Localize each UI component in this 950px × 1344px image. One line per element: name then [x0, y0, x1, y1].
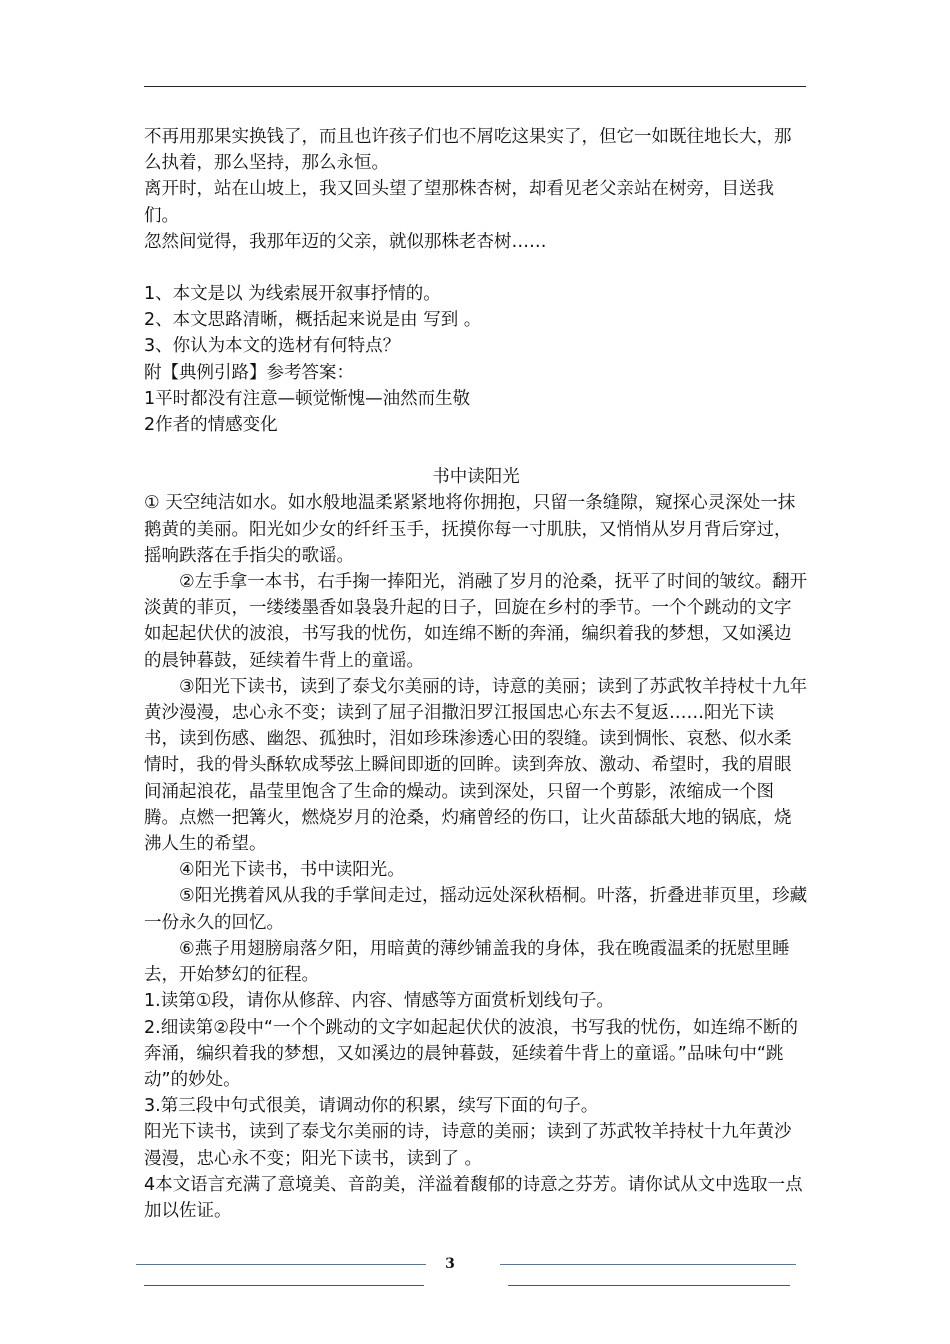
document-body: [144, 124, 808, 1224]
answer-line: 1平时都没有注意—顿觉惭愧—油然而生敬: [144, 388, 471, 409]
answer-line: 2作者的情感变化: [144, 415, 278, 436]
footer-rule-left-bottom: [144, 1285, 424, 1286]
article-paragraph-3: ③阳光下读书，读到了泰戈尔美丽的诗，诗意的美丽；读到了苏武牧羊持杖十九年黄沙漫漫，忠心永不变；读到了屈子泪撒汨罗江报国忠心东去不复返……阳光下读书，读到伤感、幽怨、孤独时，泪如珍珠渗透心田的裂缝。读到惆怅、哀愁、似水柔情时，我的骨头酥软成琴弦上瞬间即逝的回眸。读到奔放、激动、希望时，我的眉眼间涌起浪花，晶莹里饱含了生命的燥动。读到深处，只留一个剪影，浓缩成一个图腾。点燃一把篝火，燃烧岁月的沧桑，灼痛曾经的伤口，让火苗舔舐大地的锅底，烧沸人生的希望。: [144, 676, 808, 855]
answer-heading: 附【典例引路】参考答案：: [144, 362, 354, 383]
page-footer: [0, 1254, 950, 1294]
question-4: 4本文语言充满了意境美、音韵美，洋溢着馥郁的诗意之芬芳。请你试从文中选取一点加以佐证。: [144, 1174, 803, 1221]
article-title: 书中读阳光: [432, 467, 520, 488]
text-line: 离开时，站在山坡上，我又回头望了望那株杏树，却看见老父亲站在树旁，目送我们。: [144, 179, 774, 226]
question-line: 2、本文思路清晰，概括起来说是由 写到 。: [144, 310, 482, 331]
blank-line: [144, 255, 808, 281]
question-3: 3.第三段中句式很美，请调动你的积累，续写下面的句子。: [144, 1096, 599, 1117]
question-line: 1、本文是以 为线索展开叙事抒情的。: [144, 284, 441, 305]
question-2: 2.细读第②段中“一个个跳动的文字如起起伏伏的波浪，书写我的忧伤，如连绵不断的奔涌，编织着我的梦想，又如溪边的晨钟暮鼓，延续着牛背上的童谣。”品味句中“跳动”的妙处。: [144, 1017, 798, 1090]
text-line: 不再用那果实换钱了，而且也许孩子们也不屑吃这果实了，但它一如既往地长大，那么执着，那么坚持，那么永恒。: [144, 127, 792, 174]
page-number: 3: [445, 1256, 455, 1272]
question-1: 1.读第①段，请你从修辞、内容、情感等方面赏析划线句子。: [144, 991, 614, 1012]
header-rule: [144, 86, 806, 87]
footer-rule-right-bottom: [508, 1285, 790, 1286]
footer-rule-left-top: [136, 1264, 426, 1265]
article-paragraph-5: ⑤阳光携着风从我的手掌间走过，摇动远处深秋梧桐。叶落，折叠进菲页里，珍藏一份永久的回忆。: [144, 886, 808, 933]
question-line: 3、你认为本文的选材有何特点？: [144, 336, 401, 357]
blank-line: [144, 438, 808, 464]
text-line: 忽然间觉得，我那年迈的父亲，就似那株老杏树……: [144, 231, 547, 252]
footer-rule-right-top: [500, 1264, 796, 1265]
article-paragraph-6: ⑥燕子用翅膀扇落夕阳，用暗黄的薄纱铺盖我的身体，我在晚霞温柔的抚慰里睡去，开始梦幻的征程。: [144, 938, 790, 986]
article-paragraph-4: ④阳光下读书，书中读阳光。: [179, 860, 405, 881]
article-paragraph-2: ②左手拿一本书，右手掬一捧阳光，消融了岁月的沧桑，抚平了时间的皱纹。翻开淡黄的菲页，一缕缕墨香如袅袅升起的日子，回旋在乡村的季节。一个个跳动的文字如起起伏伏的波浪，书写我的忧伤，如连绵不断的奔涌，编织着我的梦想，又如溪边的晨钟暮鼓，延续着牛背上的童谣。: [144, 572, 808, 671]
article-paragraph-1: ① 天空纯洁如水。如水般地温柔紧紧地将你拥抱，只留一条缝隙，窥探心灵深处一抹鹅黄的美丽。阳光如少女的纤纤玉手，抚摸你每一寸肌肤，又悄悄从岁月背后穿过，摇响跌落在手指尖的歌谣。: [144, 493, 796, 566]
question-3-prompt: 阳光下读书，读到了泰戈尔美丽的诗，诗意的美丽；读到了苏武牧羊持杖十九年黄沙漫漫，忠心永不变；阳光下读书，读到了 。: [144, 1122, 792, 1169]
